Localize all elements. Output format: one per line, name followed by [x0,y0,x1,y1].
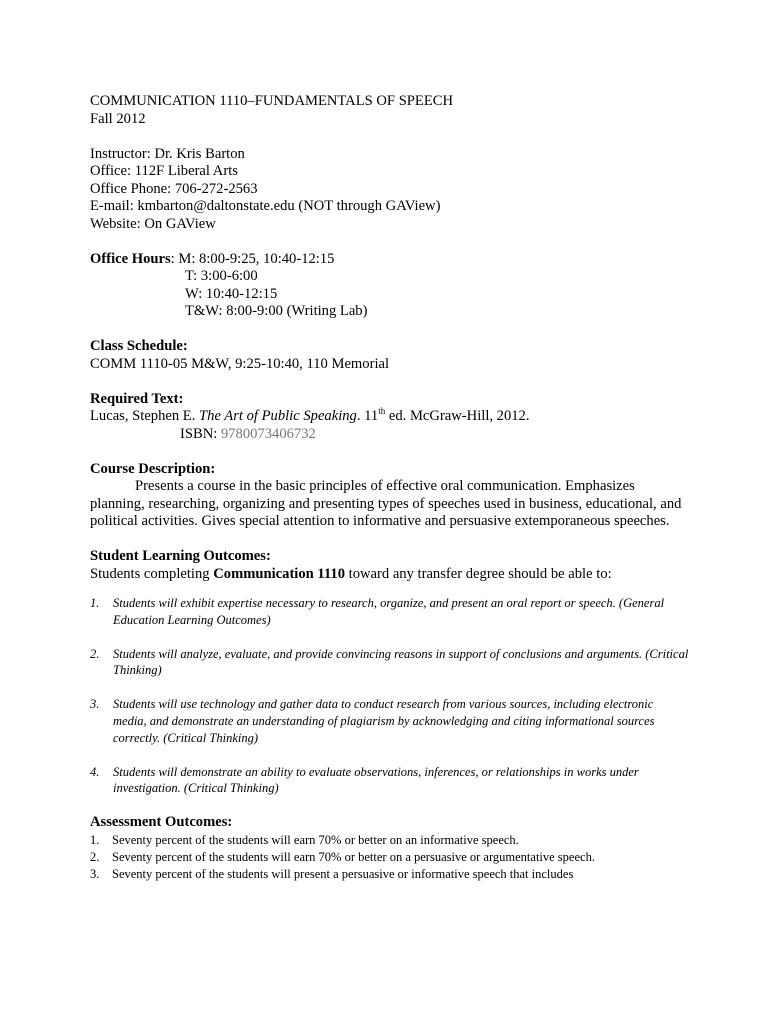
required-text-citation [90,408,690,426]
item-text: Students will demonstrate an ability to evaluate observations, inferences, or relationships in works under investigation. (Critical Thinking) [113,764,639,796]
assessment-outcomes-list [90,832,690,884]
learning-outcomes-list [90,595,690,797]
item-text: Students will analyze, evaluate, and provide convincing reasons in support of conclusions and arguments. (Critical Thinking) [113,646,689,678]
instructor-office: Office: 112F Liberal Arts [90,163,238,179]
intro-text-end: toward any transfer degree should be able to: [345,565,612,582]
class-schedule-line: COMM 1110-05 M&W, 9:25-10:40, 110 Memorial [90,355,390,372]
course-description-heading: Course Description: [90,460,216,477]
item-number: 1. [90,832,100,847]
item-text: Seventy percent of the students will earn 70% or better on an informative speech. [112,832,519,847]
office-hours-line: T&W: 8:00-9:00 (Writing Lab) [185,303,368,319]
list-item [90,595,690,629]
office-hours-label: Office Hours [90,250,171,267]
list-item [90,764,690,798]
learning-outcomes-intro [90,566,690,584]
instructor-phone: Office Phone: 706-272-2563 [90,180,258,197]
item-text: Students will exhibit expertise necessary to research, organize, and present an oral report or speech. (General Education Learning Outcomes) [113,596,665,627]
list-item [90,832,690,849]
isbn-label: ISBN: [180,425,221,442]
isbn-line [90,426,690,444]
course-description-text: Presents a course in the basic principles of effective oral communication. Emphasizes planning, researching, organizing and presenting types of speeches used in business, educational, and political activities. Gives special attention to informative and persuasive extemporaneous speeches. [90,478,682,529]
book-title: The Art of Public Speaking [199,408,357,424]
item-number: 4. [90,764,100,779]
isbn-value: 9780073406732 [220,425,316,442]
item-number: 2. [90,849,100,864]
book-publisher: ed. McGraw-Hill, 2012. [385,408,530,424]
term: Fall 2012 [90,110,146,127]
intro-text: Students completing [90,565,214,582]
list-item [90,866,690,883]
item-number: 2. [90,646,100,661]
list-item [90,646,690,680]
intro-course-name: Communication 1110 [213,565,345,582]
syllabus-page [90,93,690,883]
item-number: 3. [90,697,100,712]
item-text: Students will use technology and gather data to conduct research from various sources, including electronic media, and demonstrate an understanding of plagiarism by acknowledging and citing informational sources correctly. (Critical Thinking) [113,697,655,745]
item-number: 3. [90,867,100,882]
book-edition: . 11 [356,408,379,424]
office-hours-line: M: 8:00-9:25, 10:40-12:15 [178,250,335,267]
instructor-website: Website: On GAView [90,215,216,232]
office-hours-line: W: 10:40-12:15 [185,285,278,302]
edition-superscript: th [378,406,386,417]
office-hours-line: T: 3:00-6:00 [185,268,258,284]
item-number: 1. [90,596,100,610]
item-text: Seventy percent of the students will present a persuasive or informative speech that includes [112,867,574,882]
required-text-heading: Required Text: [90,390,184,407]
list-item [90,696,690,746]
item-text: Seventy percent of the students will earn 70% or better on a persuasive or argumentative speech. [112,849,595,864]
class-schedule-heading: Class Schedule: [90,338,188,354]
course-title: COMMUNICATION 1110–FUNDAMENTALS OF SPEECH [90,93,454,109]
office-hours-colon: : [170,250,175,267]
office-hours-first-line [90,251,690,269]
assessment-outcomes-heading: Assessment Outcomes: [90,814,233,831]
book-author: Lucas, Stephen E. [90,408,200,424]
instructor-email: E-mail: kmbarton@daltonstate.edu (NOT through GAView) [90,198,441,214]
list-item [90,849,690,866]
instructor-name: Instructor: Dr. Kris Barton [90,145,245,162]
learning-outcomes-heading: Student Learning Outcomes: [90,548,271,564]
